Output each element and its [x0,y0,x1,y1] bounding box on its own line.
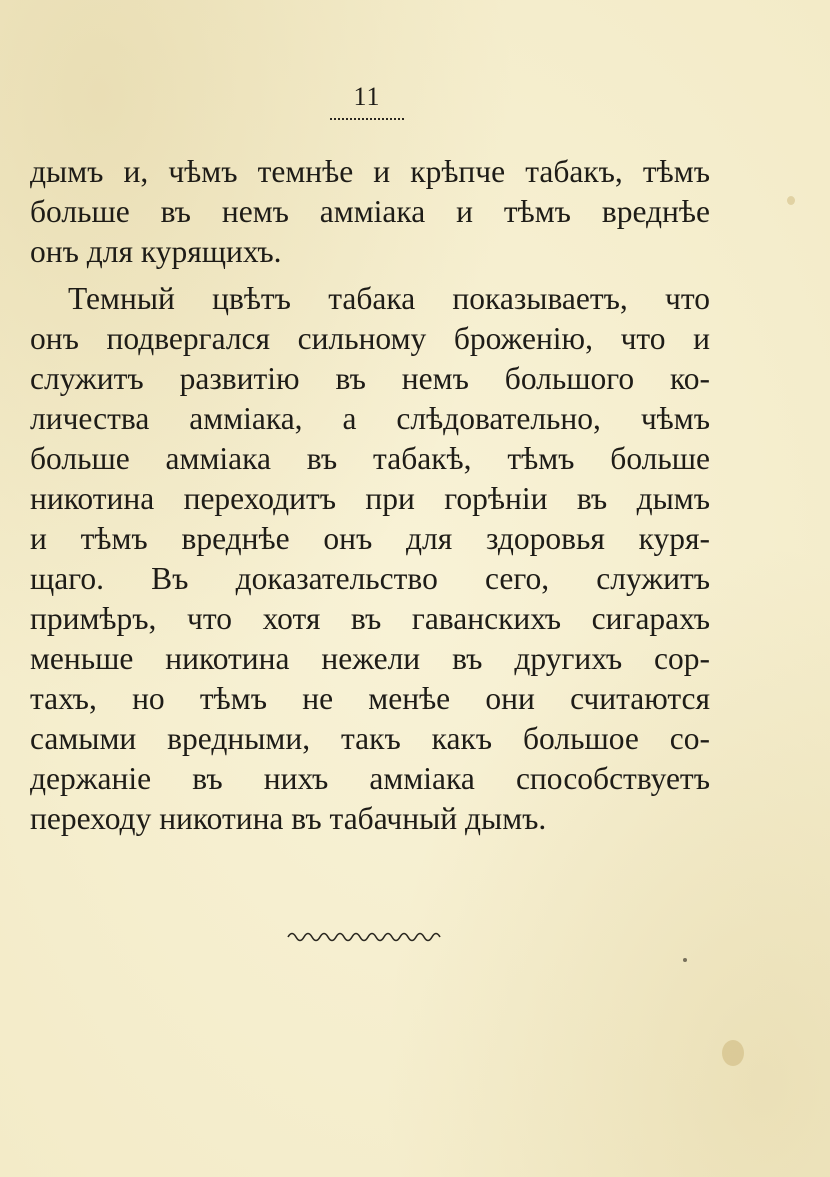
paper-stain [683,958,687,962]
paragraph-1 [30,152,710,272]
text-line: личества амміака, а слѣдовательно, чѣмъ [30,401,710,436]
page-number-rule [330,118,404,120]
paper-stain [722,1040,744,1066]
text-line: самыми вредными, такъ какъ большое со- [30,721,710,756]
text-line: Темный цвѣтъ табака показываетъ, что [68,281,710,316]
text-line: больше въ немъ амміака и тѣмъ вреднѣе [30,194,710,229]
text-line: никотина переходитъ при горѣніи въ дымъ [30,481,710,516]
text-line: держаніе въ нихъ амміака способствуетъ [30,761,710,796]
body-text [30,152,710,839]
text-line: щаго. Въ доказательство сего, служитъ [30,561,710,596]
text-line: служитъ развитію въ немъ большого ко- [30,361,710,396]
text-line: онъ подвергался сильному броженію, что и [30,321,710,356]
paper-stain [787,196,795,205]
text-line: больше амміака въ табакѣ, тѣмъ больше [30,441,710,476]
text-line: и тѣмъ вреднѣе онъ для здоровья куря- [30,521,710,556]
text-line: онъ для курящихъ. [30,234,282,269]
text-line: примѣръ, что хотя въ гаванскихъ сигарахъ [30,601,710,636]
paragraph-2 [30,279,710,839]
text-line: тахъ, но тѣмъ не менѣе они считаются [30,681,710,716]
text-line: дымъ и, чѣмъ темнѣе и крѣпче табакъ, тѣмъ [30,154,710,189]
text-line: меньше никотина нежели въ другихъ сор- [30,641,710,676]
wavy-ornament-divider [286,925,446,945]
page-number: 11 [353,82,381,111]
text-line: переходу никотина въ табачный дымъ. [30,801,547,836]
